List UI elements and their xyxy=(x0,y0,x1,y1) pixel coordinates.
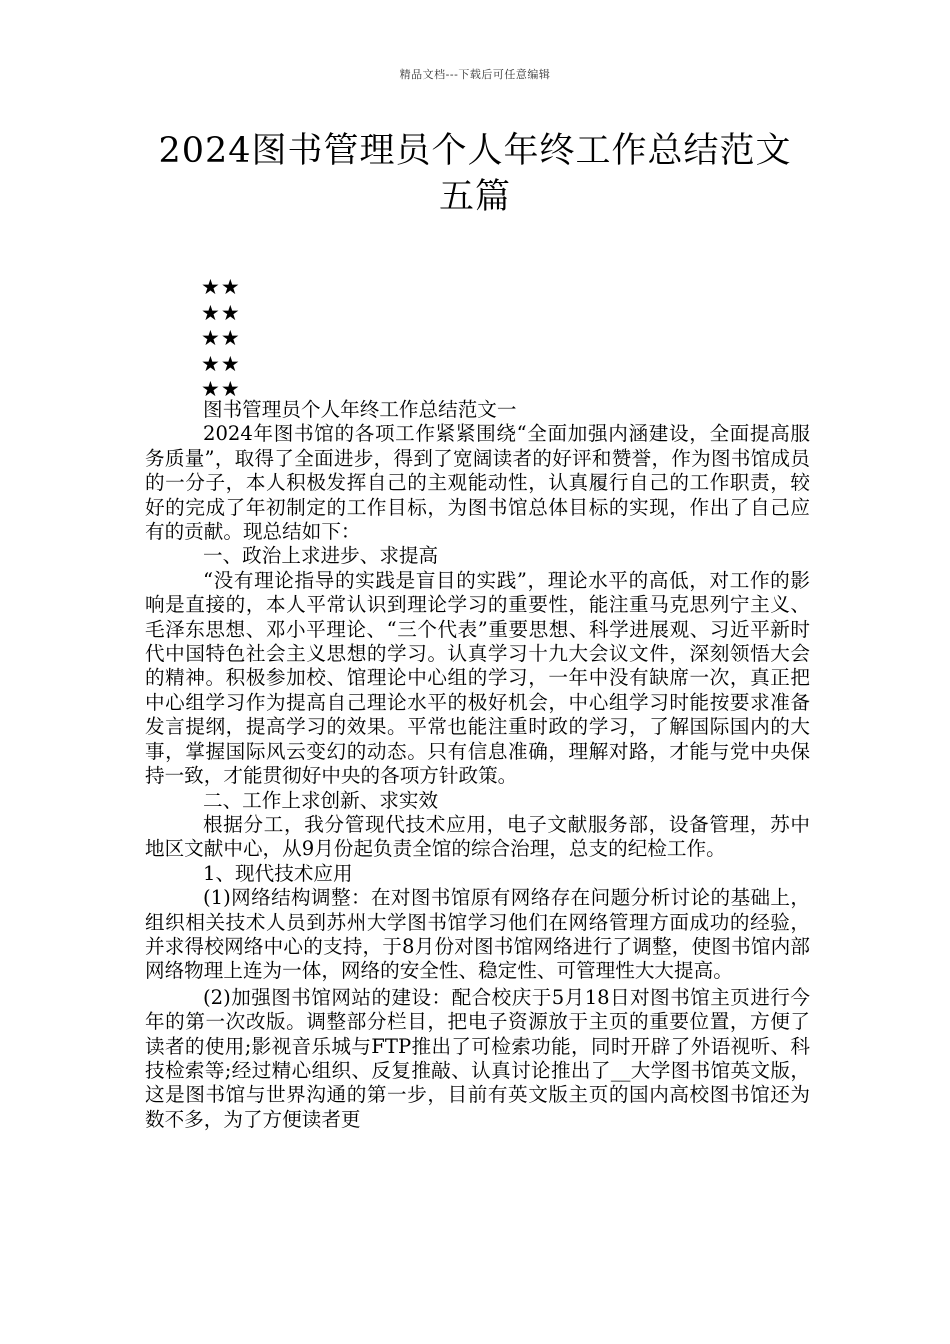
star-rating-block xyxy=(201,275,241,403)
section-heading: 二、工作上求创新、求实效 xyxy=(203,788,439,812)
page-header: 精品文档---下载后可任意编辑 xyxy=(399,68,551,81)
paragraph: (2)加强图书馆网站的建设：配合校庆于5月18日对图书馆主页进行今年的第一次改版。调整部分栏目，把电子资源放于主页的重要位置，方便了读者的使用;影视音乐城与FTP推出了可检索功能，同时开辟了外语视听、科技检索等;经过精心组织、反复推敲、认真讨论推出了__大学图书馆英文版，这是图书馆与世界沟通的第一步，目前有英文版主页的国内高校图书馆还为数不多，为了方便读者更 xyxy=(145,985,810,1131)
section-heading: 一、政治上求进步、求提高 xyxy=(203,544,439,568)
section-title: 图书管理员个人年终工作总结范文一 xyxy=(203,398,517,421)
star-row: ★★ xyxy=(201,275,241,299)
star-row: ★★ xyxy=(201,377,241,402)
star-row: ★★ xyxy=(201,326,241,351)
star-row: ★★ xyxy=(201,300,241,325)
paragraph: 根据分工，我分管现代技术应用，电子文献服务部，设备管理，苏中地区文献中心，从9月份起负责全馆的综合治理，总支的纪检工作。 xyxy=(145,812,810,861)
paragraph: “没有理论指导的实践是盲目的实践”，理论水平的高低，对工作的影响是直接的，本人平常认识到理论学习的重要性，能注重马克思列宁主义、毛泽东思想、邓小平理论、“三个代表”重要思想、科学进展观、习近平新时代中国特色社会主义思想的学习。认真学习十九大会议文件，深刻领悟大会的精神。积极参加校、馆理论中心组的学习，一年中没有缺席一次，真正把中心组学习作为提高自己理论水平的极好机会，中心组学习时能按要求准备发言提纲，提高学习的效果。平常也能注重时政的学习，了解国际国内的大事，掌握国际风云变幻的动态。只有信息准确，理解对路，才能与党中央保持一致，才能贯彻好中央的各项方针政策。 xyxy=(145,568,810,788)
document-title: 2024图书管理员个人年终工作总结范文五篇 xyxy=(158,131,792,217)
paragraph: (1)网络结构调整：在对图书馆原有网络存在问题分析讨论的基础上，组织相关技术人员到苏州大学图书馆学习他们在网络管理方面成功的经验，并求得校网络中心的支持，于8月份对图书馆网络进行了调整，使图书馆内部网络物理上连为一体，网络的安全性、稳定性、可管理性大大提高。 xyxy=(145,886,810,983)
paragraph: 2024年图书馆的各项工作紧紧围绕“全面加强内涵建设，全面提高服务质量”，取得了全面进步，得到了宽阔读者的好评和赞誉，作为图书馆成员的一分子，本人积极发挥自己的主观能动性，认真履行自己的工作职责，较好的完成了年初制定的工作目标，为图书馆总体目标的实现，作出了自己应有的贡献。现总结如下： xyxy=(145,422,810,544)
star-row: ★★ xyxy=(201,351,241,376)
document-body xyxy=(145,398,810,1132)
subsection-heading: 1、现代技术应用 xyxy=(203,861,353,885)
